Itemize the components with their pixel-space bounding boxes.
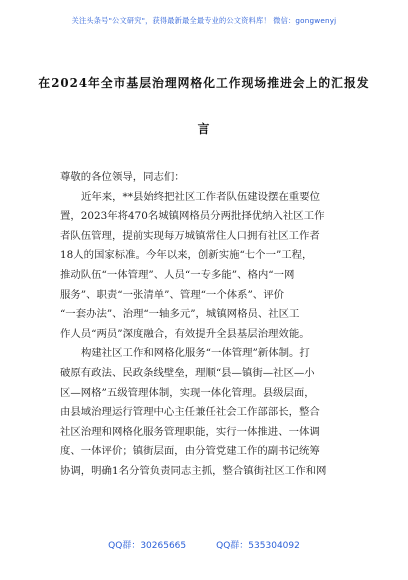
salutation: 尊敬的各位领导，同志们：: [60, 171, 185, 183]
paragraph-line: 置，2023年将470名城镇网格员分两批择优纳入社区工作: [60, 210, 325, 223]
footer-contact: [0, 538, 408, 551]
paragraph-line: 度、一体评价；镇街层面，由分管党建工作的副书记统筹: [60, 445, 320, 458]
paragraph-line: 区—网格”五级管理体制，实现一体化管理。县级层面，: [60, 386, 315, 399]
paragraph-1: [60, 188, 352, 345]
document-body: [60, 168, 352, 482]
paragraph-line: 18人的国家标准。今年以来，创新实施“七个一”工程，: [60, 249, 313, 262]
paragraph-line: 服务”、职责“一张清单”、管理“一个体系”、评价: [60, 288, 284, 301]
paragraph-line: 协调，明确1名分管负责同志主抓，整合镇街社区工作和网: [60, 464, 327, 477]
document-title-line-1: 在2024年全市基层治理网格化工作现场推进会上的汇报发: [38, 76, 370, 90]
footer-qq-group-2: QQ群：535304092: [216, 541, 300, 551]
paragraph-line: 破原有政法、民政条线壁垒，理顺“县—镇街—社区—小: [60, 366, 315, 379]
paragraph-line: 社区治理和网格化服务管理职能，实行一体推进、一体调: [60, 425, 320, 438]
paragraph-line: “一套办法”、治理“一轴多元”，城镇网格员、社区工: [60, 308, 300, 321]
footer-qq-group-1: QQ群：30265665: [108, 541, 187, 551]
paragraph-line: 作人员“两员”深度融合，有效提升全县基层治理效能。: [60, 327, 310, 340]
document-title-line-2: 言: [197, 122, 211, 136]
paragraph-line: 由县域治理运行管理中心主任兼任社会工作部部长，整合: [60, 406, 320, 419]
paragraph-line: 近年来，**县始终把社区工作者队伍建设摆在重要位: [81, 190, 320, 203]
paragraph-2: [60, 344, 352, 481]
paragraph-line: 推动队伍“一体管理”、人员“一专多能”、格内“一网: [60, 268, 295, 281]
paragraph-line: 者队伍管理，提前实现每万城镇常住人口拥有社区工作者: [60, 229, 320, 242]
header-banner: 关注头条号"公文研究"，获得最新最全最专业的公文资料库！ 微信：gongwenyj: [71, 16, 337, 25]
paragraph-line: 构建社区工作和网格化服务“一体管理”新体制。打: [81, 347, 310, 360]
